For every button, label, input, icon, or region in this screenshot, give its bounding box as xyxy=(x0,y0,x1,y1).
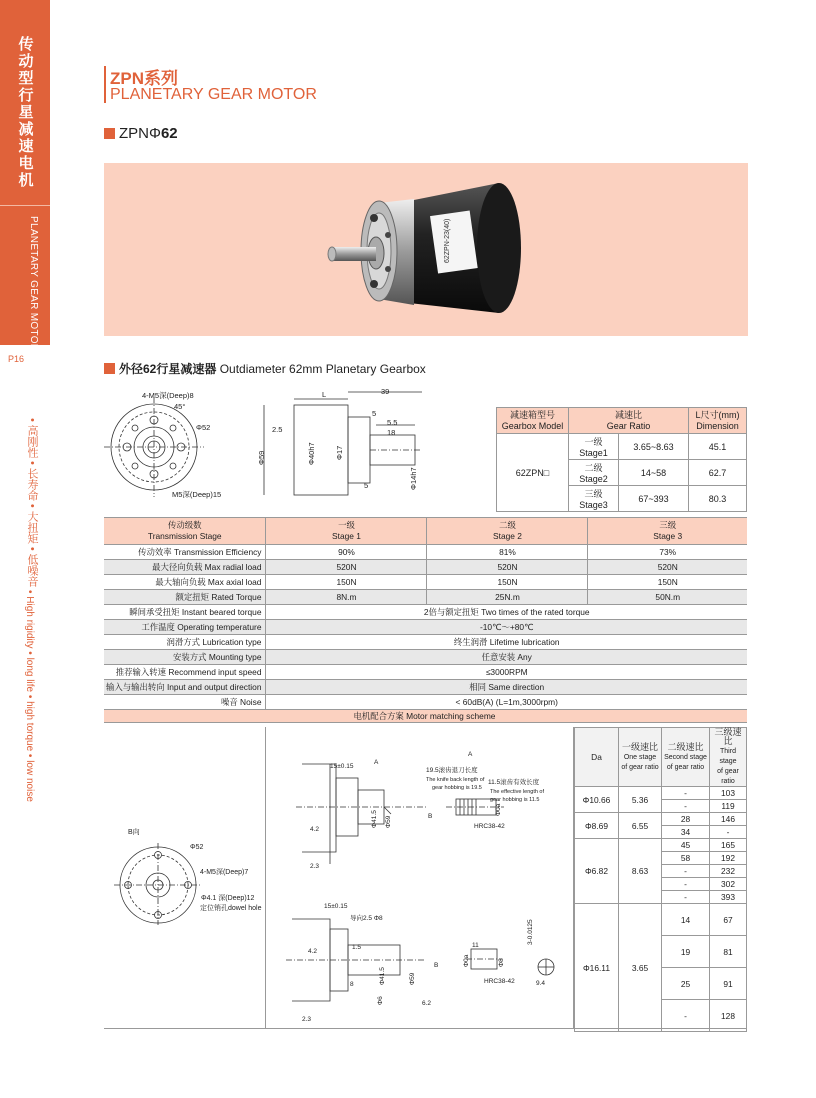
dim-angle: 45° xyxy=(174,402,186,411)
ratio-table xyxy=(496,407,747,512)
da-value: Φ6.82 xyxy=(585,866,608,876)
header-s2-en: Second stage xyxy=(664,753,707,761)
table-row xyxy=(104,650,747,665)
table-row xyxy=(575,904,747,936)
dim-cell: 80.3 xyxy=(689,486,747,512)
dim-6-2: 6.2 xyxy=(422,1000,432,1007)
dim-d0a: Φ0a xyxy=(463,954,470,967)
dim-hole-top: 4-M5深(Deep)8 xyxy=(142,391,194,400)
cell: 50N.m xyxy=(588,590,747,605)
row-label: 推荐输入转速 Recommend input speed xyxy=(104,665,266,680)
eff-line3: gear hobbing is 11.5 xyxy=(490,797,540,803)
table-row xyxy=(104,590,747,605)
two-stage-cell: - xyxy=(662,800,710,813)
shaft-b-drawing xyxy=(266,897,572,1027)
product-photo xyxy=(104,163,748,336)
sidebar-title-zh: 传动型行星减速电机 xyxy=(18,36,34,189)
header-s1-zh: 一级速比 xyxy=(621,741,658,752)
two-stage-cell: 14 xyxy=(662,904,710,936)
header-dim-zh: L尺寸(mm) xyxy=(695,409,740,420)
cell: 520N xyxy=(427,560,588,575)
table-row xyxy=(104,695,747,710)
da-value: Φ16.11 xyxy=(582,962,611,973)
sidebar-divider xyxy=(0,205,50,206)
dim-d52: Φ52 xyxy=(196,423,211,432)
two-stage-cell: 25 xyxy=(662,968,710,1000)
three-stage-cell: 81 xyxy=(710,936,747,968)
two-stage-cell: - xyxy=(662,891,710,904)
row-label: 传动效率 Transmission Efficiency xyxy=(104,545,266,560)
stage-cell: 二级Stage2 xyxy=(569,460,619,486)
cell: 2倍与额定扭矩 Two times of the rated torque xyxy=(266,605,747,620)
gear-motor-image xyxy=(104,163,748,336)
two-stage-cell: 19 xyxy=(662,936,710,968)
cell: 相同 Same direction xyxy=(266,680,747,695)
one-stage-cell: 8.63 xyxy=(619,839,662,904)
header-s3-en: Third stage xyxy=(719,748,737,765)
row-label: 瞬间承受扭矩 Instant beared torque xyxy=(104,605,266,620)
three-stage-cell: 91 xyxy=(710,968,747,1000)
section-title-en: Outdiameter 62mm Planetary Gearbox xyxy=(216,362,426,376)
three-stage-cell: 302 xyxy=(710,878,747,891)
da-cell xyxy=(575,904,619,1032)
b-view-dowel: Φ4.1 深(Deep)12 xyxy=(201,895,255,902)
dim-15-bottom: 15±0.15 xyxy=(324,903,348,910)
header-stage-en: Transmission Stage xyxy=(147,531,222,541)
gearbox-dimension-drawing xyxy=(104,385,434,510)
dim-d40: Φ40h7 xyxy=(307,442,316,465)
table-row xyxy=(104,545,747,560)
dim-d59-b: Φ59 xyxy=(409,972,416,985)
motor-ratio-table xyxy=(574,727,747,1032)
table-row xyxy=(104,620,747,635)
two-stage-cell: 45 xyxy=(662,839,710,852)
dim-4-2: 4.2 xyxy=(310,826,320,833)
three-stage-cell: 128 xyxy=(710,1000,747,1032)
header-s3-zh: 三级速比 xyxy=(714,727,742,746)
features-zh: • 高刚性 • 长寿命 • 大扭矩 • 低噪音 xyxy=(26,418,38,587)
cell: 81% xyxy=(427,545,588,560)
two-stage-cell: 28 xyxy=(662,813,710,826)
table-row xyxy=(497,434,747,460)
header-s2-zh: 二级速比 xyxy=(667,741,704,752)
header-s3-zh: 三级 xyxy=(659,520,677,530)
cell: 520N xyxy=(588,560,747,575)
dim-da-a: Φ0a xyxy=(495,803,502,816)
table-row xyxy=(104,560,747,575)
row-label: 润滑方式 Lubrication type xyxy=(104,635,266,650)
motor-label-text: 62ZPN-23(40) xyxy=(444,218,451,263)
cell: 终生润滑 Lifetime lubrication xyxy=(266,635,747,650)
section-title xyxy=(104,360,426,377)
three-stage-cell: 192 xyxy=(710,852,747,865)
sidebar-title-en: PLANETARY GEAR MOTOR xyxy=(28,216,39,352)
header-model-en: Gearbox Model xyxy=(501,420,564,431)
header-s1-en2: of gear ratio xyxy=(621,763,659,771)
cell: 150N xyxy=(588,575,747,590)
two-stage-cell: - xyxy=(662,1000,710,1032)
header-s2-zh: 二级 xyxy=(499,520,516,530)
b-view-drawing xyxy=(104,825,266,925)
row-label: 安装方式 Mounting type xyxy=(104,650,266,665)
row-label: 工作温度 Operating temperature xyxy=(104,620,266,635)
cell: ≤3000RPM xyxy=(266,665,747,680)
dim-3-tol: 3-0.0125 xyxy=(527,919,534,945)
dim-cell: 62.7 xyxy=(689,460,747,486)
detail-a-label: A xyxy=(468,751,473,758)
header-ratio-zh: 减速比 xyxy=(614,409,642,420)
dim-8: 8 xyxy=(350,981,354,988)
dim-L: L xyxy=(322,390,327,399)
dim-d41-5: Φ41.5 xyxy=(371,810,378,828)
b-view-hole: 4-M5深(Deep)7 xyxy=(200,869,249,876)
three-stage-cell: 393 xyxy=(710,891,747,904)
dim-4-2b: 4.2 xyxy=(308,948,318,955)
model-prefix: ZPNΦ xyxy=(119,125,161,142)
dim-5-5: 5.5 xyxy=(387,418,398,427)
dim-d59-a: Φ59 xyxy=(385,815,392,828)
ratio-cell: 3.65~8.63 xyxy=(619,434,689,460)
spec-table-header xyxy=(104,518,747,545)
dim-d17: Φ17 xyxy=(335,445,344,460)
three-stage-cell: 103 xyxy=(710,787,747,800)
cell: 25N.m xyxy=(427,590,588,605)
dim-5b: 5 xyxy=(364,481,369,490)
table-row xyxy=(104,680,747,695)
dim-2-5: 2.5 xyxy=(272,425,283,434)
motor-table-header xyxy=(575,728,747,787)
header-s2-en: Stage 2 xyxy=(493,531,522,541)
guide-label: 导向2.5 Φ8 xyxy=(350,915,383,922)
table-row xyxy=(104,635,747,650)
dim-d41-5b: Φ41.5 xyxy=(379,967,386,985)
header-accent-bar xyxy=(104,66,106,103)
hob-title: 19.5滚齿退刀长度 xyxy=(426,767,478,774)
da-value: Φ10.66 xyxy=(582,794,611,805)
a-marker: A xyxy=(374,759,379,766)
page-number: P16 xyxy=(8,354,25,364)
hob-line2: The knife back length of xyxy=(426,777,485,783)
header-s1-en: Stage 1 xyxy=(332,531,361,541)
three-stage-cell: 119 xyxy=(710,800,747,813)
da-cell xyxy=(575,839,619,904)
header-s1-zh: 一级 xyxy=(338,520,355,530)
one-stage-cell: 5.36 xyxy=(619,787,662,813)
stage-cell: 三级Stage3 xyxy=(569,486,619,512)
three-stage-cell: 67 xyxy=(710,904,747,936)
hrc-a: HRC38-42 xyxy=(474,823,505,830)
three-stage-cell: 146 xyxy=(710,813,747,826)
motor-match-heading: 电机配合方案 Motor matching scheme xyxy=(104,710,747,723)
dim-11: 11 xyxy=(472,942,479,949)
shaft-a-drawing xyxy=(266,744,572,894)
model-cell: 62ZPN□ xyxy=(497,434,569,512)
one-stage-cell: 6.55 xyxy=(619,813,662,839)
three-stage-cell: 232 xyxy=(710,865,747,878)
hrc-b: HRC38-42 xyxy=(484,978,515,985)
spec-table xyxy=(104,517,747,723)
b-marker: B xyxy=(428,813,433,820)
three-stage-cell: 165 xyxy=(710,839,747,852)
header-stage-zh: 传动级数 xyxy=(167,520,202,530)
eff-line2: The effective length of xyxy=(490,789,545,795)
dim-d6: Φ6 xyxy=(377,996,384,1005)
table-row xyxy=(104,665,747,680)
dim-18: 18 xyxy=(387,428,396,437)
b-view-dowel-en: 定位销孔dowel hole xyxy=(200,905,262,912)
ratio-table-header xyxy=(497,408,747,434)
row-label: 最大轴向负载 Max axial load xyxy=(104,575,266,590)
one-stage-cell: 3.65 xyxy=(619,904,662,1032)
da-cell xyxy=(575,813,619,839)
square-bullet-icon xyxy=(104,363,115,374)
row-label: 输入与输出转向 Input and output direction xyxy=(104,680,266,695)
dim-2-3: 2.3 xyxy=(310,863,320,870)
cell: 150N xyxy=(427,575,588,590)
cell: 73% xyxy=(588,545,747,560)
series-title-en: PLANETARY GEAR MOTOR xyxy=(110,86,317,103)
header-s3-en2: of gear ratio xyxy=(717,768,739,785)
row-label: 额定扭矩 Rated Torque xyxy=(104,590,266,605)
cell: < 60dB(A) (L=1m,3000rpm) xyxy=(266,695,747,710)
ratio-cell: 14~58 xyxy=(619,460,689,486)
table-row xyxy=(104,605,747,620)
square-bullet-icon xyxy=(104,128,115,139)
dim-d14: Φ14h7 xyxy=(409,467,418,490)
table-row xyxy=(575,813,747,826)
cell: 8N.m xyxy=(266,590,427,605)
row-label: 最大径向负载 Max radial load xyxy=(104,560,266,575)
ratio-cell: 67~393 xyxy=(619,486,689,512)
model-number: 62 xyxy=(160,125,178,142)
cell: 90% xyxy=(266,545,427,560)
cell: -10℃～+80℃ xyxy=(266,620,747,635)
da-cell xyxy=(575,787,619,813)
header-da: Da xyxy=(575,728,619,787)
table-row xyxy=(104,575,747,590)
three-stage-cell: - xyxy=(710,826,747,839)
header-s1-en: One stage xyxy=(623,753,657,761)
motor-match-heading-row xyxy=(104,710,747,723)
dim-d8: Φ8 xyxy=(498,958,505,967)
dim-1-5: 1.5 xyxy=(352,944,362,951)
hob-line3: gear hobbing is 19.5 xyxy=(432,785,482,791)
two-stage-cell: 34 xyxy=(662,826,710,839)
dim-2-3b: 2.3 xyxy=(302,1016,312,1023)
eff-title: 11.5滚齿有效长度 xyxy=(488,779,540,786)
two-stage-cell: - xyxy=(662,865,710,878)
dim-15-top: 15±0.15 xyxy=(330,763,354,770)
b-marker-2: B xyxy=(434,962,439,969)
series-title-zh: ZPN系列 xyxy=(110,69,178,88)
dim-39: 39 xyxy=(381,387,390,396)
two-stage-cell: 58 xyxy=(662,852,710,865)
features-en: • High rigidity • long life • high torque • low noise xyxy=(24,590,35,802)
b-view-label: B向 xyxy=(128,829,140,836)
da-value: Φ8.69 xyxy=(585,820,608,831)
header-dim-en: Dimension xyxy=(696,420,739,431)
header-s3-en: Stage 3 xyxy=(653,531,683,541)
dim-hole-bottom: M5深(Deep)15 xyxy=(172,490,222,499)
row-label: 噪音 Noise xyxy=(104,695,266,710)
dim-d59: Φ59 xyxy=(257,450,266,465)
cell: 520N xyxy=(266,560,427,575)
dim-9-4: 9.4 xyxy=(536,980,546,987)
dim-5: 5 xyxy=(372,409,377,418)
table-row xyxy=(575,787,747,800)
dim-cell: 45.1 xyxy=(689,434,747,460)
b-view-d52: Φ52 xyxy=(190,844,204,851)
header-model-zh: 减速箱型号 xyxy=(509,409,555,420)
table-row xyxy=(575,839,747,852)
stage-cell: 一级Stage1 xyxy=(569,434,619,460)
header-ratio-en: Gear Ratio xyxy=(606,420,651,431)
cell: 任意安装 Any xyxy=(266,650,747,665)
section-title-zh: 外径62行星减速器 xyxy=(119,362,217,376)
model-heading xyxy=(104,125,178,142)
header-s2-en2: of gear ratio xyxy=(666,763,705,771)
cell: 150N xyxy=(266,575,427,590)
two-stage-cell: - xyxy=(662,787,710,800)
two-stage-cell: - xyxy=(662,878,710,891)
